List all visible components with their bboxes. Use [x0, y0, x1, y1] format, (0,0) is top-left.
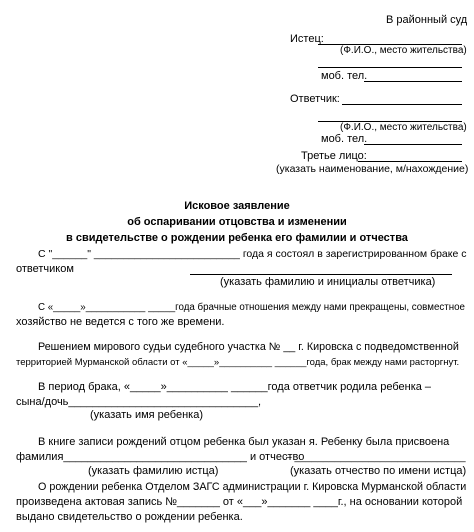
p6-line-2: произведена актовая запись №_______ от «___»_______ ____г., на основании которой [16, 496, 463, 508]
third-party-hint: (указать наименование, м/нахождение) [276, 163, 469, 175]
defendant-label: Ответчик: [290, 93, 340, 105]
plaintiff-label: Истец: [290, 33, 324, 45]
p5-line-2a: фамилия______________________________ и отчество [16, 451, 305, 463]
third-party-field[interactable] [358, 150, 462, 162]
p4-line-1: В период брака, «_____»__________ ______года ответчик родила ребенка – [38, 381, 432, 393]
defendant-hint: (Ф.И.О., место жительства) [340, 122, 467, 133]
p5-hint-b: (указать отчество по имени истца) [290, 465, 467, 477]
p1-hint: (указать фамилию и инициалы ответчика) [220, 276, 436, 288]
third-party-label: Третье лицо: [301, 150, 367, 162]
defendant-phone-label: моб. тел. [321, 133, 368, 145]
defendant-phone-field[interactable] [364, 133, 462, 145]
title-line-2: об оспаривании отцовства и изменении [127, 216, 347, 228]
p5-hint-a: (указать фамилию истца) [88, 465, 219, 477]
p2-line-1: С «_____»___________ _____года брачные отношения между нами прекращены, совместное [38, 302, 465, 313]
defendant-name-blank[interactable] [190, 263, 452, 275]
p6-line-3: выдано свидетельство о рождении ребенка. [16, 511, 243, 523]
court-addressee: В районный суд [386, 14, 468, 26]
p3-line-2: территорией Мурманской области от «_____»__________ ______года, брак между нами расторгнут. [16, 357, 460, 368]
title-line-3: в свидетельстве о рождении ребенка его фамилии и отчества [66, 232, 408, 244]
p4-line-2: сына/дочь_______________________________, [16, 396, 262, 408]
p4-hint: (указать имя ребенка) [90, 409, 203, 421]
p1-line-1: С "______" _________________________ года я состоял в зарегистрированном браке с [38, 248, 467, 260]
p6-line-1: О рождении ребенка Отделом ЗАГС администрации г. Кировска Мурманской области [38, 481, 467, 493]
plaintiff-phone-label: моб. тел. [321, 70, 368, 82]
plaintiff-hint: (Ф.И.О., место жительства) [340, 45, 467, 56]
p1-line-2: ответчиком [16, 263, 74, 275]
plaintiff-phone-field[interactable] [364, 70, 462, 82]
p5-line-2b: – ______________________________ [286, 452, 466, 463]
title-line-1: Исковое заявление [184, 200, 290, 212]
p5-line-1: В книге записи рождений отцом ребенка был указан я. Ребенку была присвоена [38, 436, 450, 448]
defendant-field[interactable] [342, 93, 462, 105]
p3-line-1: Решением мирового судьи судебного участка № __ г. Кировска с подведомственной [38, 341, 459, 353]
p2-line-2: хозяйство не ведется с того же времени. [16, 316, 225, 328]
plaintiff-address-field[interactable] [318, 56, 462, 68]
